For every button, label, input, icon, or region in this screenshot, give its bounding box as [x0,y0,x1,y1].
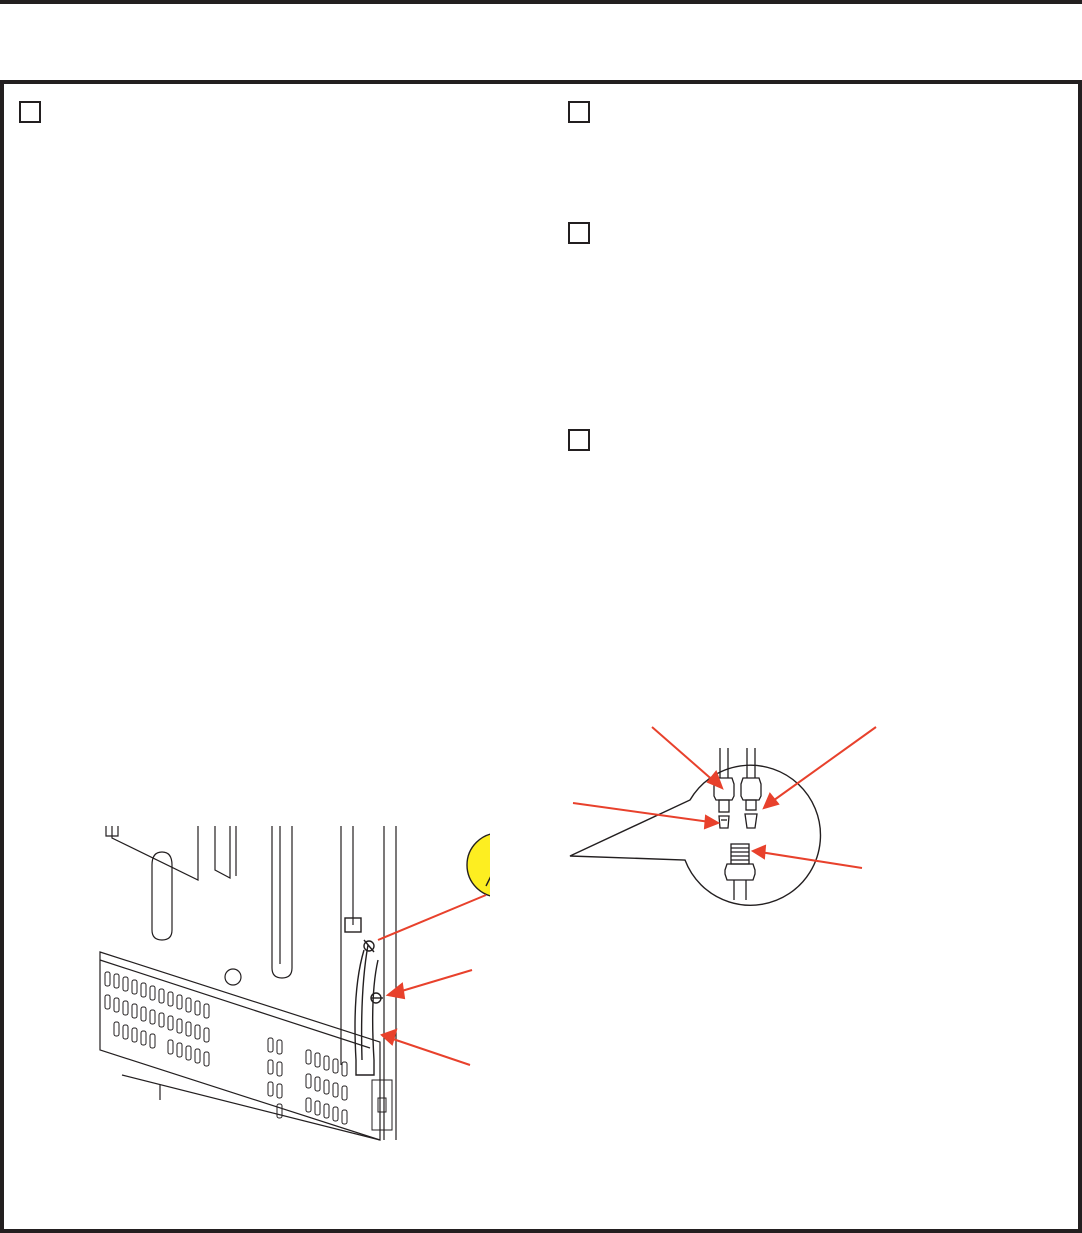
top-rule [0,0,1082,4]
step-checkbox-2[interactable] [568,101,590,123]
compression-fitting-detail-illustration [565,720,885,910]
step-checkbox-4[interactable] [568,429,590,451]
refrigerator-rear-water-line-illustration [90,820,490,1150]
step-checkbox-3[interactable] [568,222,590,244]
step-checkbox-1[interactable] [19,101,41,123]
